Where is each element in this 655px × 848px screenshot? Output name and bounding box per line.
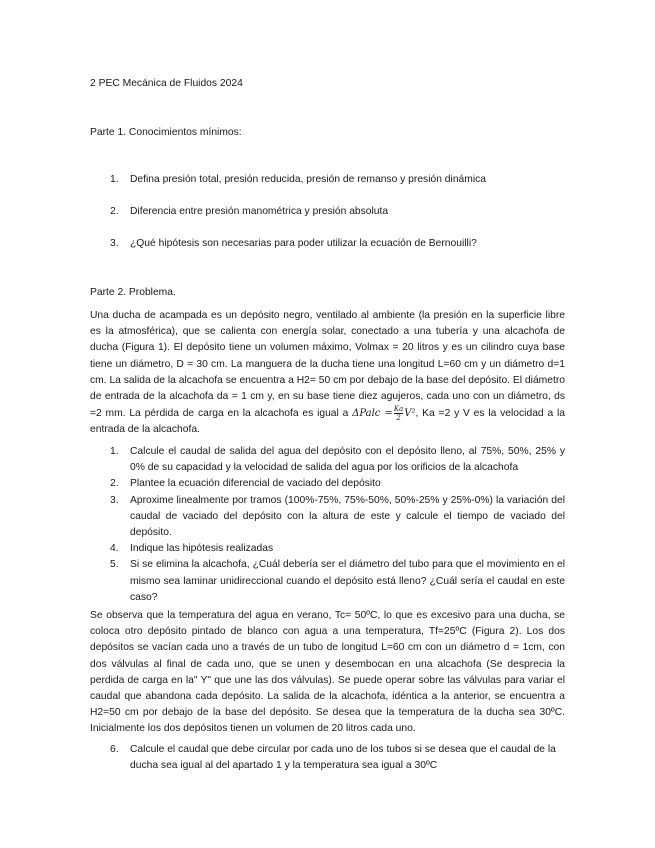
task-number: 1. (110, 446, 119, 457)
task-item (110, 493, 565, 542)
task-text: Calcule el caudal de salida del agua del depósito con el depósito lleno, al 75%, 50%, 25% y 0% de su capacidad y la velocidad de salida del agua por los orificios de la alcachofa (130, 446, 565, 474)
question-item (110, 236, 570, 252)
task-item (110, 742, 565, 774)
part1-heading: Parte 1. Conocimientos mínimos: (90, 127, 242, 138)
question-item (110, 172, 570, 188)
task-item (110, 557, 565, 606)
question-list (110, 172, 570, 188)
question-text: ¿Qué hipótesis son necesarias para poder utilizar la ecuación de Bernouilli? (130, 238, 477, 249)
part2-heading: Parte 2. Problema. (90, 287, 176, 298)
problem-intro-text: Una ducha de acampada es un depósito negro, ventilado al ambiente (la presión en la superficie libre es la atmosférica), que se calienta con energía solar, conectado a una tubería y una alcachofa de ducha (Figura 1). El depósito tiene un volumen máximo, Volmax = 20 litros y es un cilindro cuya base tiene un diámetro, D = 30 cm. La manguera de la ducha tiene una longitud L=60 cm y un diámetro d=1 cm. La salida de la alcachofa se encuentra a H2= 50 cm por debajo de la base del depósito. El diámetro de entrada de la alcachofa da = 1 cm y, en su base tiene diez agujeros, cada uno con un diámetro, ds =2 mm. La pérdida de carga en la alcachofa es igual a (90, 310, 565, 420)
formula-denominator: 2 (394, 413, 403, 422)
task-number: 3. (110, 494, 119, 506)
question-list (110, 204, 570, 220)
task-list (110, 444, 565, 606)
task-number: 4. (110, 543, 119, 555)
formula-lhs: ΔPalc = (352, 408, 393, 420)
task-list-continued (110, 742, 565, 774)
question-item (110, 204, 570, 220)
document-title: 2 PEC Mecánica de Fluidos 2024 (90, 78, 243, 89)
question-number: 2. (110, 206, 119, 217)
task-item (110, 444, 565, 476)
question-number: 1. (110, 174, 119, 185)
pressure-loss-formula (352, 405, 416, 423)
question-text: Defina presión total, presión reducida, presión de remanso y presión dinámica (130, 174, 487, 185)
task-item (110, 541, 565, 557)
task-text: Aproxime linealmente por tramos (100%-75%, 75%-50%, 50%-25% y 25%-0%) la variación del caudal de vaciado del depósito con la altura de este y calcule el tiempo de vaciado del depósito. (130, 494, 565, 539)
formula-fraction (394, 405, 403, 422)
task-text: Calcule el caudal que debe circular por cada uno de los tubos si se desea que el caudal de la ducha sea igual al del apartado 1 y la temperatura sea igual a 30ºC (130, 744, 556, 772)
problem-intro-paragraph (90, 308, 565, 439)
task-text: Plantee la ecuación diferencial de vaciado del depósito (130, 478, 381, 490)
formula-numerator: Ka (393, 405, 404, 414)
task-number: 6. (110, 744, 119, 755)
problem-intro-tail: , Ka =2 y V es la velocidad a la entrada de la alcachofa. (90, 408, 565, 436)
task-text: Si se elimina la alcachofa, ¿Cuál debería ser el diámetro del tubo para que el movimiento en el mismo sea laminar unidireccional cuando el depósito está lleno? ¿Cuál sería el caudal en este caso? (130, 559, 565, 603)
task-item (110, 476, 565, 492)
task-number: 2. (110, 478, 119, 490)
question-number: 3. (110, 238, 119, 249)
formula-rhs: V² (404, 408, 416, 420)
question-text: Diferencia entre presión manométrica y presión absoluta (130, 206, 389, 217)
task-text: Indique las hipótesis realizadas (130, 543, 274, 555)
task-number: 5. (110, 559, 119, 571)
second-scenario-paragraph: Se observa que la temperatura del agua en verano, Tc= 50ºC, lo que es excesivo para una ducha, se coloca otro depósito pintado de blanco con agua a una temperatura, Tf=25ºC (Figura 2). Los dos depósitos se vacían cada uno a través de un tubo de longitud L=60 cm con un diámetro d = 1cm, con dos válvulas al final de cada uno, que se unen y desembocan en una alcachofa (Se desprecia la perdida de carga en la" Y" que une las dos válvulas). Se puede operar sobre las válvulas para variar el caudal que abandona cada depósito. La salida de la alcachofa, idéntica a la anterior, se encuentra a H2=50 cm por debajo de la base del depósito. Se desea que la temperatura de la ducha sea 30ºC. Inicialmente los dos depósitos tienen un volumen de 20 litros cada uno. (90, 610, 565, 735)
question-list (110, 236, 570, 252)
